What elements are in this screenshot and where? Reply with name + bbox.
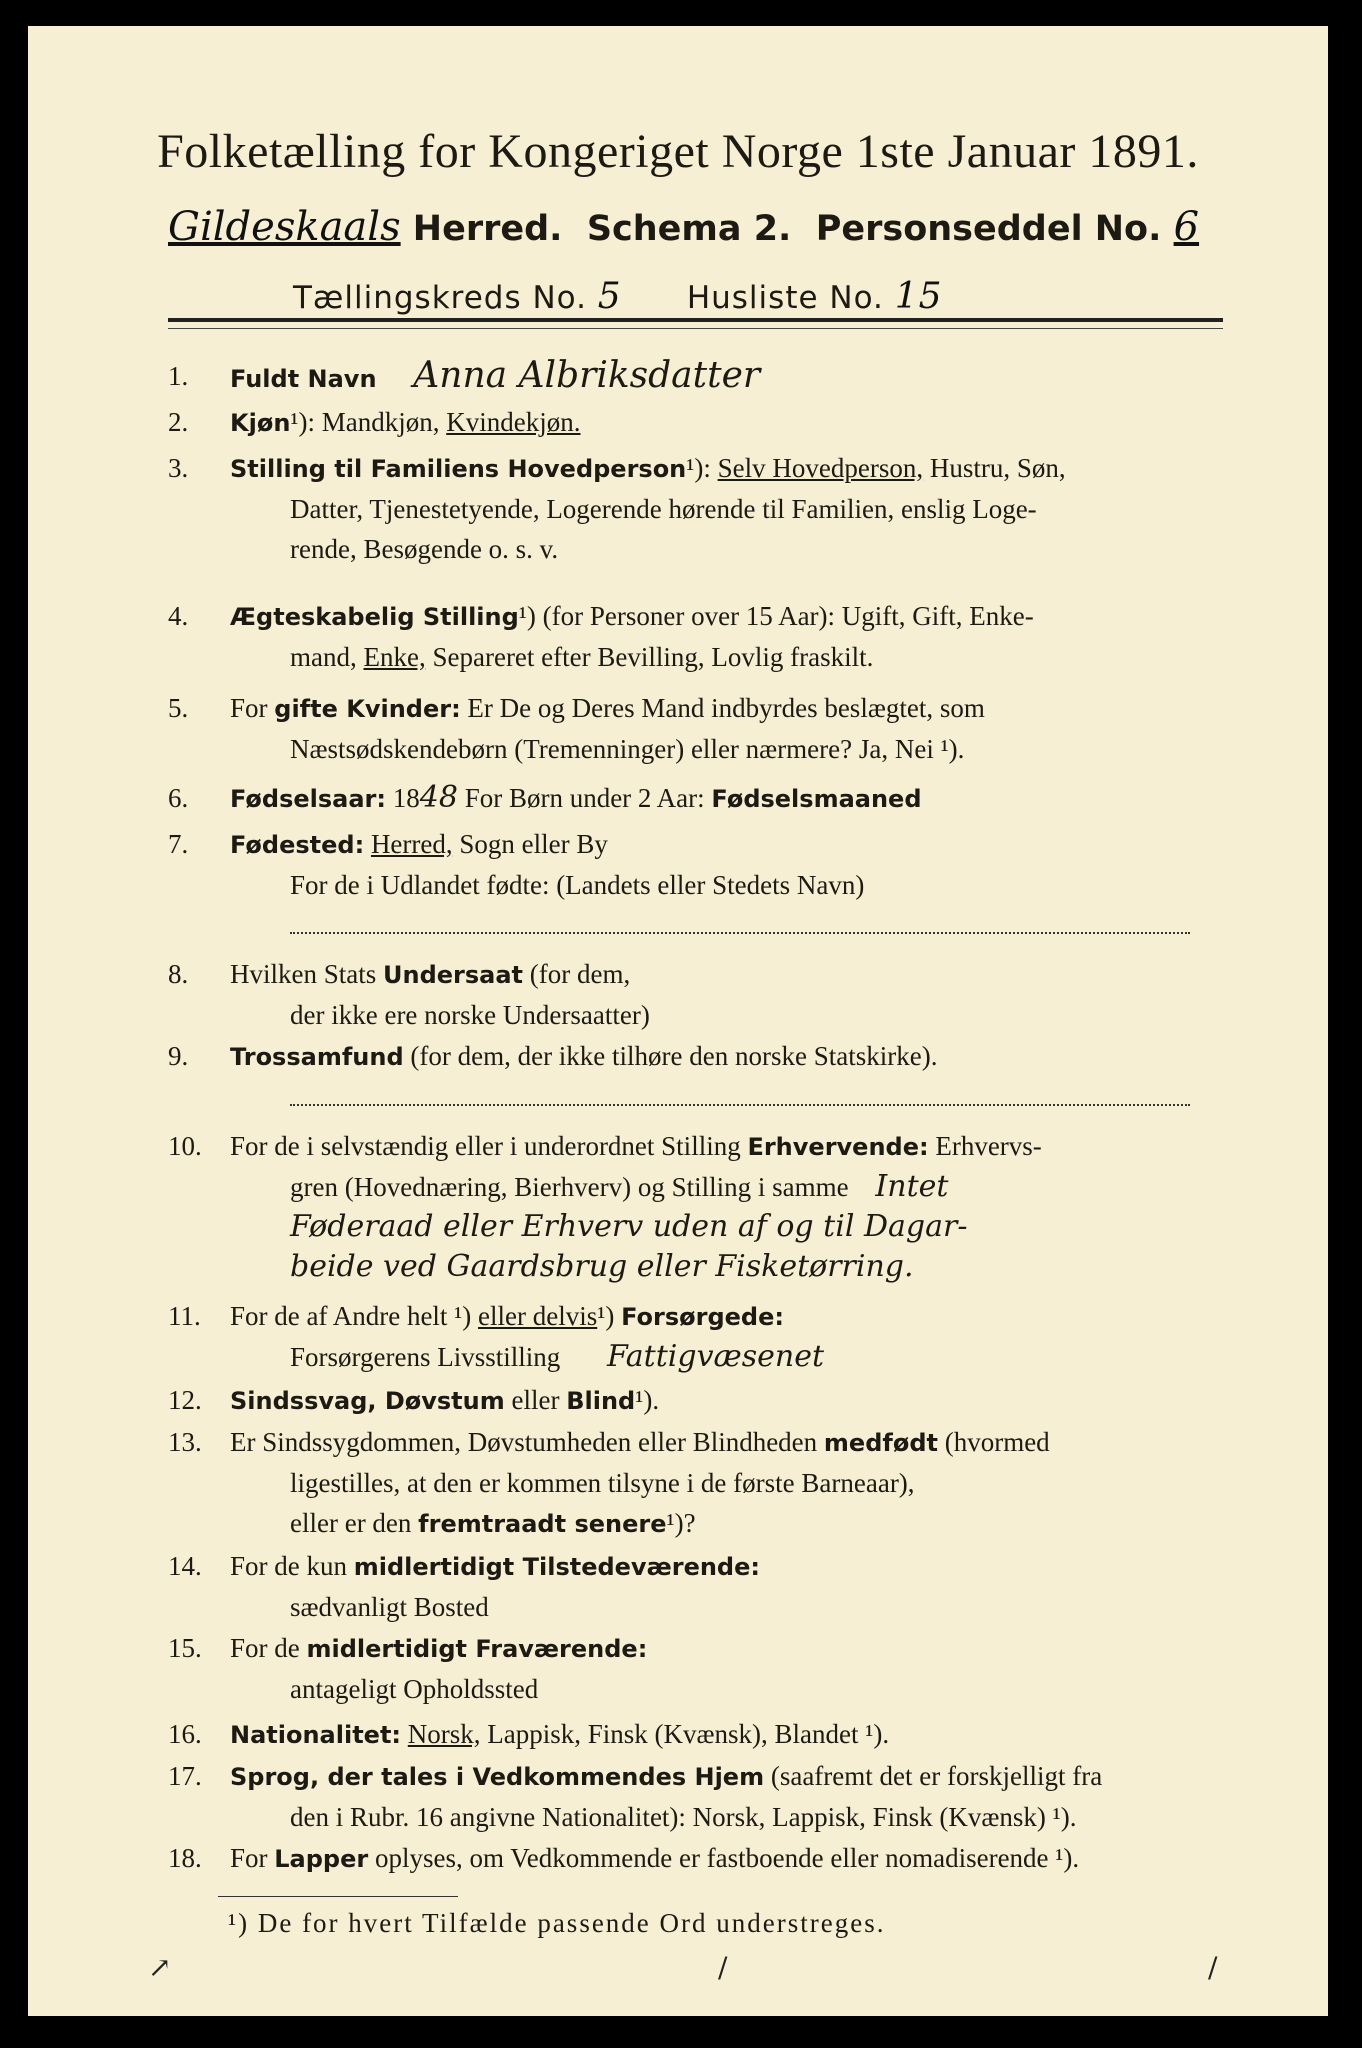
husliste-label: Husliste No. xyxy=(686,280,884,316)
schema-label: Schema 2. xyxy=(586,209,792,249)
blank-line xyxy=(290,910,1190,934)
birthplace-selected: Herred, xyxy=(370,829,453,859)
header-rule xyxy=(168,318,1223,322)
personseddel-label: Personseddel No. xyxy=(815,209,1162,249)
kreds-number: 5 xyxy=(597,276,622,317)
blank-line xyxy=(290,1082,1190,1106)
binding-mark: ↗ xyxy=(148,1951,172,1984)
footnote: ¹) De for hvert Tilfælde passende Ord understreges. xyxy=(228,1908,886,1938)
herred-label: Herred. xyxy=(412,209,563,249)
occupation-value-c: beide ved Gaardsbrug eller Fisketørring. xyxy=(290,1249,914,1284)
herred-name: Gildeskaals xyxy=(168,204,401,250)
kreds-label: Tællingskreds No. xyxy=(293,280,587,316)
form-title: Folketælling for Kongeriget Norge 1ste Januar 1891. xyxy=(157,125,1199,178)
footnote-rule xyxy=(218,1896,458,1897)
census-form: Folketælling for Kongeriget Norge 1ste Januar 1891. Gildeskaals Herred. Schema 2. Personseddel No. 6 Tællingskreds No. 5 Husliste No. 15 1. Fuldt Navn Anna Albriksdatter 2. Kjøn¹): Mandkjøn, Kvindekjøn. 3. Stilling til Familiens Hovedperson¹): Selv Hovedperson, Hustru, Søn, Datter, Tjenestetyende, Logerende hørende til Familien, enslig Loge- rende, Besøgende o. s. v. 4. Ægteskabelig Stilling¹) (for Personer over 15 Aar): Ugift, Gift, Enke- mand, Enke, Separeret efter Bevilling, Lovlig fraskilt. 5. For gifte Kvinder: Er De og Deres Mand indbyrdes beslægtet, som Næstsødskendebørn (Tremenninger) eller nærmere? Ja, Nei ¹). 6. Fødselsaar: 1848 For Børn under 2 Aar: Fødselsmaaned 7. Fødested: Herred, Sogn eller By For de i Udlandet fødte: (Landets eller Stedets Navn) 8. Hvilken Stats Undersaat (for dem, der ikke ere norske Undersaatter) 9. Trossamfund (for dem, der ikke tilhøre den norske Statskirke). 10. For de i selvstændig eller i underordnet Stilling Erhvervende: Erhvervs- gren (Hovednæring, Bierhverv) og Stilling i samme Intet Føderaad eller Erhverv uden af og til Dagar- beide ved Gaardsbrug eller Fisketørring. 11. For de af Andre helt ¹) eller delvis¹) Forsørgede: Forsørgerens Livsstilling Fattigvæsenet 12. Sindssvag, Døvstum eller Blind¹). 13. Er Sindssygdommen, Døvstumheden eller Blindheden medfødt (hvormed ligestilles, at den er kommen tilsyne i de første Barneaar), eller er den fremtraadt senere¹)? 14. For de kun midlertidigt Tilstedeværende: sædvanligt Bosted 15. For de midlertidigt Fraværende: antageligt Opholdssted 16. Nationalitet: Norsk, Lappisk, Finsk (Kvænsk), Blandet ¹). 17. Sprog, der tales i Vedkommendes Hjem (saafremt det er forskjelligt fra den i Rubr. 16 angivne Nationalitet): Norsk, Lappisk, Finsk (Kvænsk) ¹). 18. For Lapper oplyses, om Vedkommende er fastboende eller nomadiserende ¹). ¹) De for hvert Tilfælde passende Ord understreges. ↗ / / xyxy=(28,26,1328,2016)
sex-selected: Kvindekjøn. xyxy=(446,407,581,437)
occupation-value-a: Intet xyxy=(875,1169,949,1204)
binding-mark: / xyxy=(1208,1951,1218,1984)
full-name-value: Anna Albriksdatter xyxy=(413,355,761,396)
occupation-value-b: Føderaad eller Erhverv uden af og til Dagar- xyxy=(290,1209,968,1244)
husliste-number: 15 xyxy=(894,276,943,317)
provider-value: Fattigvæsenet xyxy=(607,1339,825,1374)
position-selected: Selv Hovedperson, xyxy=(717,453,924,483)
header-kreds-line xyxy=(293,276,943,317)
header-rule-thin xyxy=(168,328,1223,329)
personseddel-number: 6 xyxy=(1173,204,1200,250)
birth-year-value: 48 xyxy=(419,780,458,815)
header-herred-line xyxy=(168,204,1248,250)
marital-selected: Enke, xyxy=(363,642,426,672)
support-selected: eller delvis xyxy=(478,1301,598,1331)
nationality-selected: Norsk, xyxy=(407,1719,481,1749)
binding-mark: / xyxy=(718,1951,728,1984)
